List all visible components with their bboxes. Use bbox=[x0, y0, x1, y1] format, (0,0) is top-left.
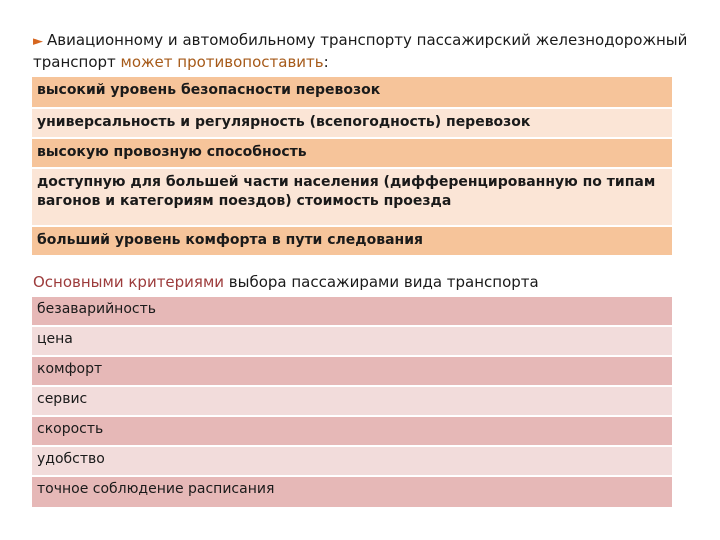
criteria-row: точное соблюдение расписания bbox=[32, 477, 672, 509]
criteria-heading-text: выбора пассажирами вида транспорта bbox=[224, 273, 539, 291]
advantages-table bbox=[32, 77, 672, 257]
criteria-row: цена bbox=[32, 327, 672, 357]
advantage-row: высокую провозную способность bbox=[32, 139, 672, 169]
intro-highlight: может противопоставить bbox=[120, 53, 324, 71]
advantage-row: универсальность и регулярность (всепогодность) перевозок bbox=[32, 109, 672, 139]
criteria-heading bbox=[33, 272, 539, 292]
arrow-bullet-icon: ► bbox=[33, 34, 43, 49]
advantage-row: доступную для большей части населения (дифференцированную по типам вагонов и категориям поездов) стоимость проезда bbox=[32, 169, 672, 227]
criteria-table bbox=[32, 297, 672, 509]
intro-paragraph bbox=[33, 30, 693, 73]
criteria-row: комфорт bbox=[32, 357, 672, 387]
criteria-row: сервис bbox=[32, 387, 672, 417]
intro-text: Авиационному и автомобильному транспорту пассажирский железнодорожный транспорт bbox=[33, 31, 688, 71]
criteria-row: удобство bbox=[32, 447, 672, 477]
advantage-row: больший уровень комфорта в пути следования bbox=[32, 227, 672, 257]
advantage-row: высокий уровень безопасности перевозок bbox=[32, 77, 672, 109]
intro-colon: : bbox=[323, 53, 329, 71]
criteria-heading-highlight: Основными критериями bbox=[33, 273, 225, 291]
criteria-row: скорость bbox=[32, 417, 672, 447]
criteria-row: безаварийность bbox=[32, 297, 672, 327]
